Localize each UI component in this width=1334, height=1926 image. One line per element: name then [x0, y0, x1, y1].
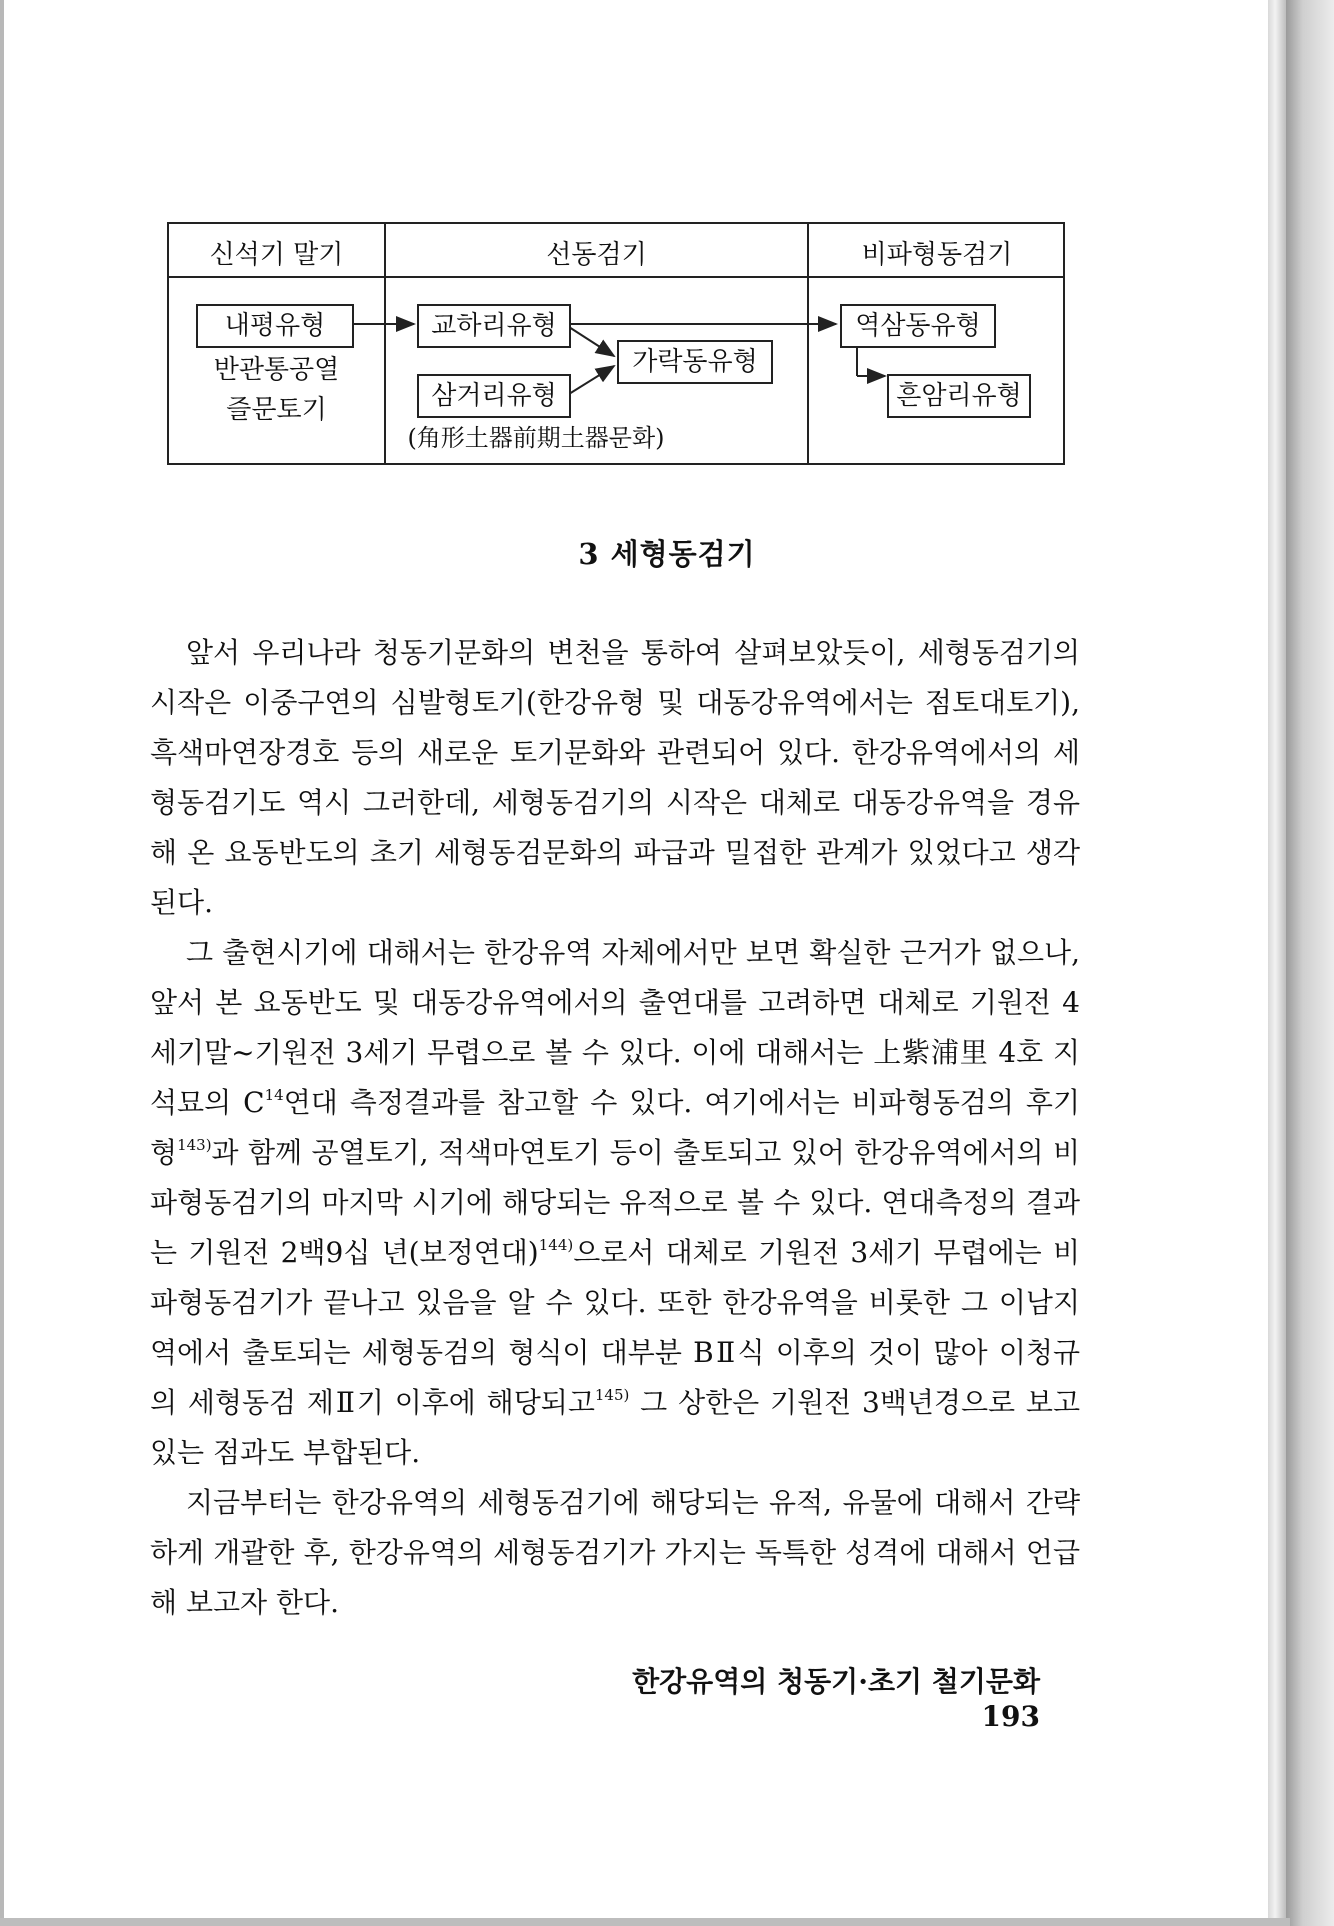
node-yeoksamdong-type: 역삼동유형 — [840, 304, 996, 348]
footnote-ref: 144) — [538, 1236, 574, 1254]
page-gutter-shadow — [1268, 0, 1286, 1926]
pottery-label-line2: 즐문토기 — [226, 395, 327, 425]
chronology-diagram — [167, 222, 1065, 465]
running-title: 한강유역의 청동기·초기 철기문화 — [632, 1665, 1040, 1698]
column-header-lute-dagger: 비파형동검기 — [861, 240, 1013, 270]
section-title: 3 세형동검기 — [578, 537, 756, 571]
paragraph-3: 지금부터는 한강유역의 세형동검기에 해당되는 유적, 유물에 대해서 간략하게 개괄한 후, 한강유역의 세형동검기가 가지는 독특한 성격에 대해서 언급해 보고자 한다. — [150, 1486, 1080, 1619]
page-number: 193 — [981, 1700, 1040, 1733]
page-footer — [560, 1660, 1040, 1733]
column-header-early-bronze: 선동검기 — [546, 240, 647, 270]
node-garakdong-type: 가락동유형 — [617, 340, 773, 384]
angular-pottery-note: (角形土器前期土器문화) — [407, 424, 665, 452]
node-gyohari-type: 교하리유형 — [417, 304, 571, 348]
page-edge — [0, 0, 4, 1926]
page-edge — [0, 1918, 1290, 1926]
footnote-ref: 143) — [177, 1136, 212, 1154]
superscript-c14: 14 — [264, 1086, 284, 1104]
node-samgeori-type: 삼거리유형 — [417, 374, 571, 418]
paragraph-2: 그 출현시기에 대해서는 한강유역 자체에서만 보면 확실한 근거가 없으나, 앞서 본 요동반도 및 대동강유역에서의 출연대를 고려하면 대체로 기원전 4세기말~기원전 3세기 무렵으로 볼 수 있다. 이에 대해서는 上紫浦里 4호 지석묘의 $C^{14}$연대 측정결과를 참고할 수 있다. 여기에서는 비파형동검의 후기형$^{143)}$과 함께 공열토기, 적색마연토기 등이 출토되고 있어 한강유역에서의 비파형동검기의 마지막 시기에 해당되는 유적으로 볼 수 있다. 연대측정의 결과는 기원전 2백9십 년(보정연대)$^{144)}$으로서 대체로 기원전 3세기 무렵에는 비파형동검기가 끝나고 있음을 알 수 있다. 또한 한강유역을 비롯한 그 이남지역에서 출토되는 세형동검의 형식이 대부분 BⅡ식 이후의 것이 많아 이청규의 세형동검 제Ⅱ기 이후에 해당되고$^{145)}$ 그 상한은 기원전 3백년경으로 보고 있는 점과도 부합된다. — [150, 936, 1080, 1469]
paragraph-1: 앞서 우리나라 청동기문화의 변천을 통하여 살펴보았듯이, 세형동검기의 시작은 이중구연의 심발형토기(한강유형 및 대동강유역에서는 점토대토기), 흑색마연장경호 등의 새로운 토기문화와 관련되어 있다. 한강유역에서의 세형동검기도 역시 그러한데, 세형동검기의 시작은 대체로 대동강유역을 경유해 온 요동반도의 초기 세형동검문화의 파급과 밀접한 관계가 있었다고 생각된다. — [150, 636, 1080, 919]
body-text — [150, 628, 1080, 1628]
column-header-neolithic: 신석기 말기 — [209, 240, 344, 270]
page-edge — [1286, 0, 1334, 1926]
node-naepyeong-type: 내평유형 — [196, 304, 354, 348]
node-heunamri-type: 흔암리유형 — [887, 374, 1031, 418]
footnote-ref: 145) — [594, 1386, 630, 1404]
pottery-label-line1: 반관통공열 — [213, 355, 340, 385]
